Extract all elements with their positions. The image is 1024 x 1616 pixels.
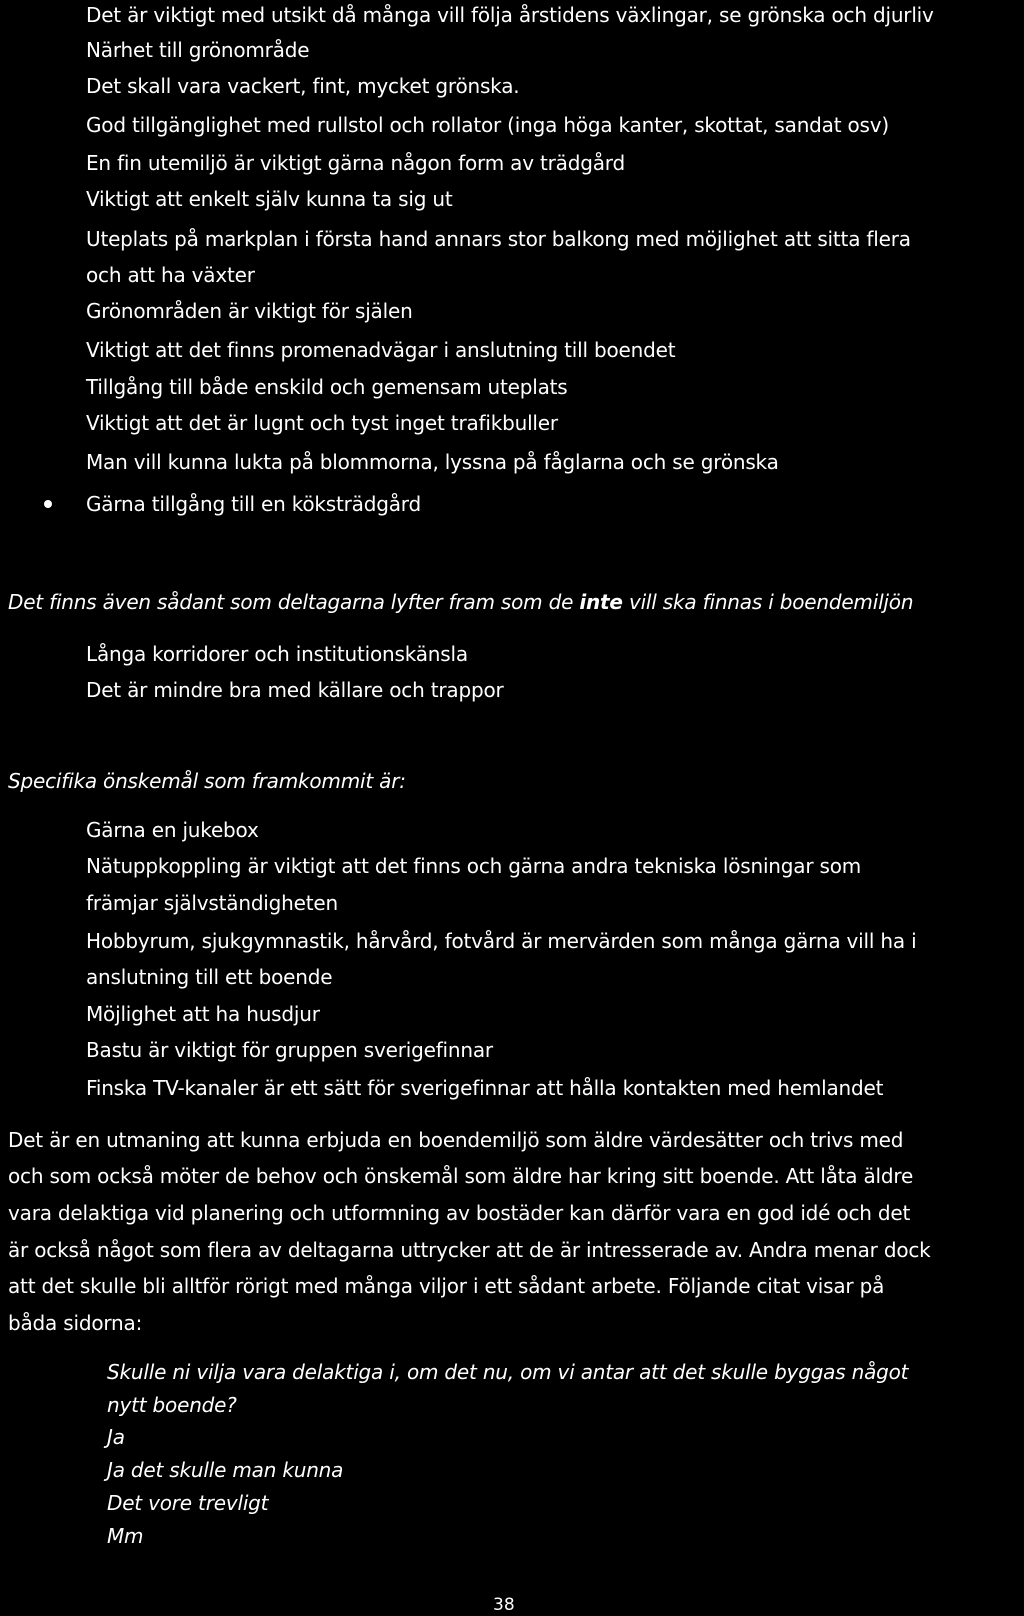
list-item: Hobbyrum, sjukgymnastik, hårvård, fotvård är mervärden som många gärna vill ha i [86,929,917,953]
list-item: Viktigt att det finns promenadvägar i anslutning till boendet [86,338,676,362]
list-item: Möjlighet att ha husdjur [86,1002,320,1026]
quote-line: Ja det skulle man kunna [107,1458,344,1482]
list-item: Det är mindre bra med källare och trappor [86,678,504,702]
page-number: 38 [493,1595,515,1615]
list-item: En fin utemiljö är viktigt gärna någon form av trädgård [86,151,625,175]
list-item: Uteplats på markplan i första hand annars stor balkong med möjlighet att sitta flera [86,227,911,251]
list-item: Det skall vara vackert, fint, mycket grönska. [86,74,520,98]
quote-line: Det vore trevligt [107,1491,269,1515]
list-item: Långa korridorer och institutionskänsla [86,642,468,666]
heading-emphasis: inte [579,590,623,614]
list-item: Viktigt att det är lugnt och tyst inget trafikbuller [86,411,558,435]
list-item: Man vill kunna lukta på blommorna, lyssna på fåglarna och se grönska [86,450,779,474]
list-item: Finska TV-kanaler är ett sätt för sverigefinnar att hålla kontakten med hemlandet [86,1076,884,1100]
list-item-continuation: och att ha växter [86,263,255,287]
paragraph-line: och som också möter de behov och önskemål som äldre har kring sitt boende. Att låta äldre [8,1164,914,1188]
paragraph-line: är också något som flera av deltagarna uttrycker att de är intresserade av. Andra menar dock [8,1238,931,1262]
quote-line: Skulle ni vilja vara delaktiga i, om det nu, om vi antar att det skulle byggas något [107,1360,909,1384]
quote-line: Mm [107,1524,144,1548]
list-item: Närhet till grönområde [86,38,310,62]
quote-line: Ja [107,1425,125,1449]
paragraph-line: att det skulle bli alltför rörigt med många viljor i ett sådant arbete. Följande citat visar på [8,1274,885,1298]
list-item: Gärna tillgång till en köksträdgård [86,492,421,516]
paragraph-line: vara delaktiga vid planering och utformning av bostäder kan därför vara en god idé och det [8,1201,911,1225]
list-item: Bastu är viktigt för gruppen sverigefinnar [86,1038,493,1062]
list-item: Tillgång till både enskild och gemensam uteplats [86,375,568,399]
bullet-icon [44,500,52,508]
list-item: God tillgänglighet med rullstol och rollator (inga höga kanter, skottat, sandat osv) [86,113,890,137]
quote-line: nytt boende? [107,1393,237,1417]
list-item-continuation: främjar självständigheten [86,891,338,915]
list-item: Grönområden är viktigt för själen [86,299,413,323]
list-item: Det är viktigt med utsikt då många vill följa årstidens växlingar, se grönska och djurliv [86,3,934,27]
list-item: Nätuppkoppling är viktigt att det finns och gärna andra tekniska lösningar som [86,854,862,878]
paragraph-line: Det är en utmaning att kunna erbjuda en boendemiljö som äldre värdesätter och trivs med [8,1128,904,1152]
paragraph-line: båda sidorna: [8,1311,143,1335]
list-item: Gärna en jukebox [86,818,259,842]
section-heading-specific: Specifika önskemål som framkommit är: [8,769,406,793]
heading-text: Det finns även sådant som deltagarna lyfter fram som de [8,590,580,614]
section-heading-unwanted [8,590,913,614]
list-item: Viktigt att enkelt själv kunna ta sig ut [86,187,453,211]
list-item-continuation: anslutning till ett boende [86,965,333,989]
heading-text: vill ska finnas i boendemiljön [622,590,914,614]
